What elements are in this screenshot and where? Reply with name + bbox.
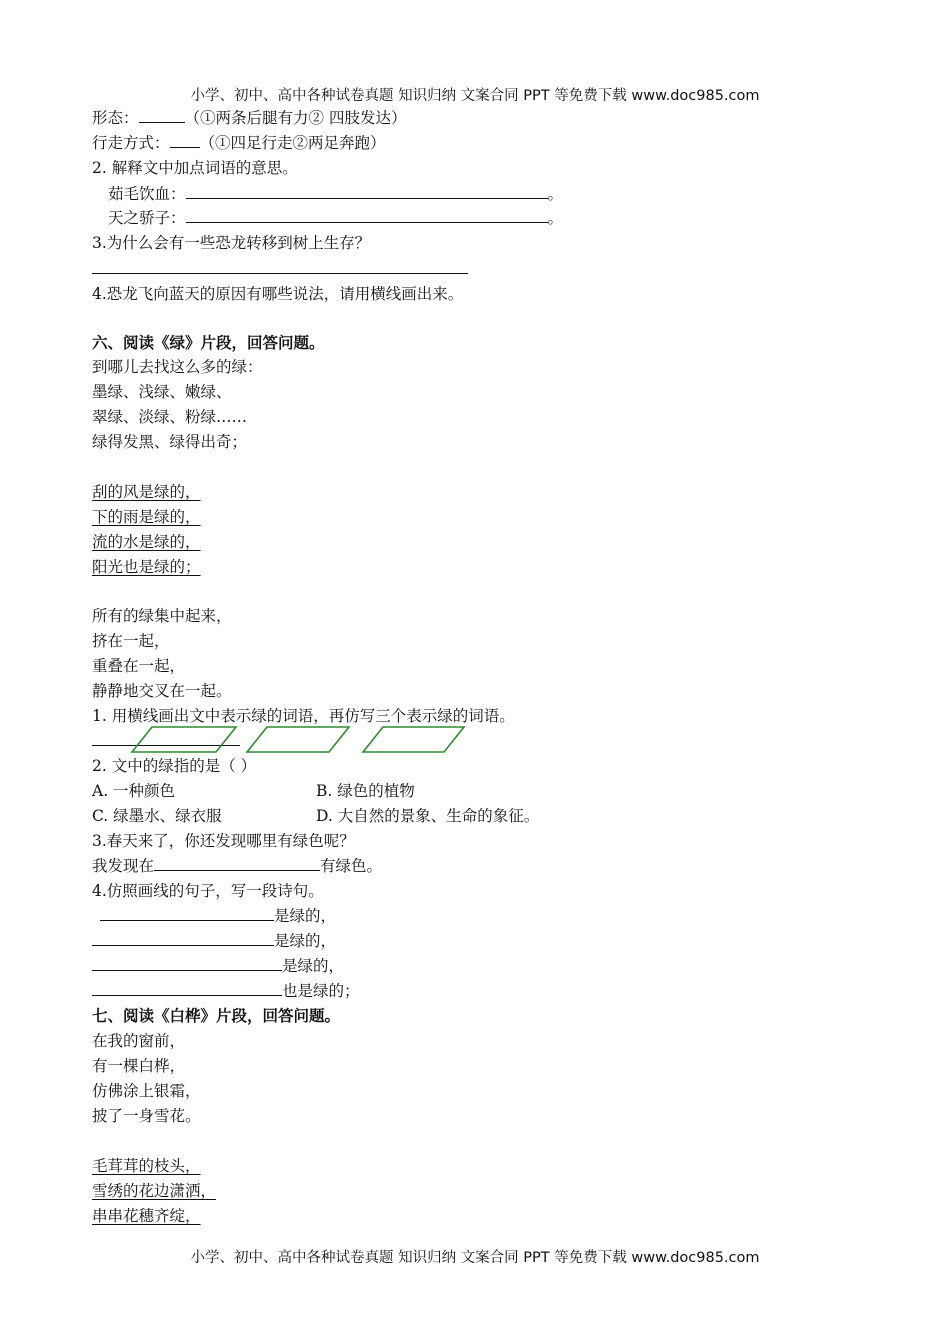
question-5-4: 4.恐龙飞向蓝天的原因有哪些说法，请用横线画出来。 [92,285,464,303]
q3-suffix: 有绿色。 [320,857,383,875]
page-header: 小学、初中、高中各种试卷真题 知识归纳 文案合同 PPT 等免费下载 www.doc985.com [190,88,760,104]
question-5-3: 3.为什么会有一些恐龙转移到树上生存？ [92,234,371,252]
poem-blank[interactable] [92,931,274,946]
form-options: （①两条后腿有力② 四肢发达） [184,109,407,127]
section-7-title: 七、阅读《白桦》片段，回答问题。 [92,1007,341,1025]
underlined-poem-line: 阳光也是绿的； [92,558,201,576]
term-1-row [108,184,563,204]
term-1-period: 。 [547,185,564,203]
term-2-row [108,208,563,228]
walk-options: （①四足行走②两足奔跑） [199,134,386,152]
poem-line: 到哪儿去找这么多的绿： [92,358,263,376]
question-6-1: 1. 用横线画出文中表示绿的词语，再仿写三个表示绿的词语。 [92,707,515,725]
term-1-label: 茹毛饮血： [108,185,186,203]
q3-prefix: 我发现在 [92,857,155,875]
term-2-blank[interactable] [186,208,548,223]
form-label: 形态： [92,109,139,127]
poem-line: 重叠在一起， [92,657,186,675]
poem-answer-row [92,956,344,976]
underlined-poem-line: 刮的风是绿的， [92,483,201,501]
poem-answer-row [100,906,336,926]
underlined-poem-line: 下的雨是绿的， [92,508,201,526]
poem-suffix: 也是绿的； [282,982,360,1000]
option-c[interactable]: C. 绿墨水、绿衣服 [92,807,222,825]
poem-line: 墨绿、浅绿、嫩绿、 [92,383,232,401]
underlined-poem-line: 毛茸茸的枝头， [92,1157,201,1175]
q3-blank[interactable] [154,856,320,871]
underlined-poem-line: 流的水是绿的， [92,533,201,551]
form-blank[interactable] [139,108,185,123]
question-6-3: 3.春天来了，你还发现哪里有绿色呢？ [92,832,355,850]
question-6-4: 4.仿照画线的句子，写一段诗句。 [92,882,324,900]
poem-blank[interactable] [92,981,282,996]
answer-box-3[interactable] [363,727,464,752]
underlined-poem-line: 串串花穗齐绽， [92,1207,201,1225]
poem-suffix: 是绿的， [282,957,345,975]
poem-answer-row [92,931,336,951]
poem-line: 挤在一起， [92,632,170,650]
page-footer: 小学、初中、高中各种试卷真题 知识归纳 文案合同 PPT 等免费下载 www.doc985.com [190,1250,760,1266]
poem-line: 仿佛涂上银霜， [92,1082,201,1100]
section-6-title: 六、阅读《绿》片段，回答问题。 [92,334,325,352]
option-a[interactable]: A. 一种颜色 [92,782,176,800]
q3-answer-row [92,856,382,876]
term-2-label: 天之骄子： [108,209,186,227]
answer-box-1[interactable] [132,727,236,752]
poem-suffix: 是绿的， [274,907,337,925]
poem-blank[interactable] [92,956,282,971]
poem-line: 披了一身雪花。 [92,1107,201,1125]
walk-label: 行走方式： [92,134,170,152]
term-1-blank[interactable] [186,184,548,199]
question-5-2: 2. 解释文中加点词语的意思。 [92,159,298,177]
option-b[interactable]: B. 绿色的植物 [316,782,415,800]
answer-box-2[interactable] [247,727,349,752]
walk-question [92,133,386,153]
poem-line: 翠绿、淡绿、粉绿…… [92,408,248,426]
walk-blank[interactable] [170,133,200,148]
form-question [92,108,406,128]
answer-line-5-3[interactable] [92,273,468,274]
poem-blank[interactable] [100,906,274,921]
poem-answer-row [92,981,360,1001]
question-6-2: 2. 文中的绿指的是（ ） [92,757,257,775]
poem-line: 绿得发黑、绿得出奇； [92,433,248,451]
poem-line: 有一棵白桦， [92,1057,186,1075]
poem-line: 静静地交叉在一起。 [92,682,232,700]
underlined-poem-line: 雪绣的花边潇洒， [92,1182,217,1200]
poem-suffix: 是绿的， [274,932,337,950]
poem-line: 所有的绿集中起来， [92,607,232,625]
answer-boxes [130,725,470,755]
term-2-period: 。 [547,209,564,227]
option-d[interactable]: D. 大自然的景象、生命的象征。 [316,807,540,825]
poem-line: 在我的窗前， [92,1032,186,1050]
